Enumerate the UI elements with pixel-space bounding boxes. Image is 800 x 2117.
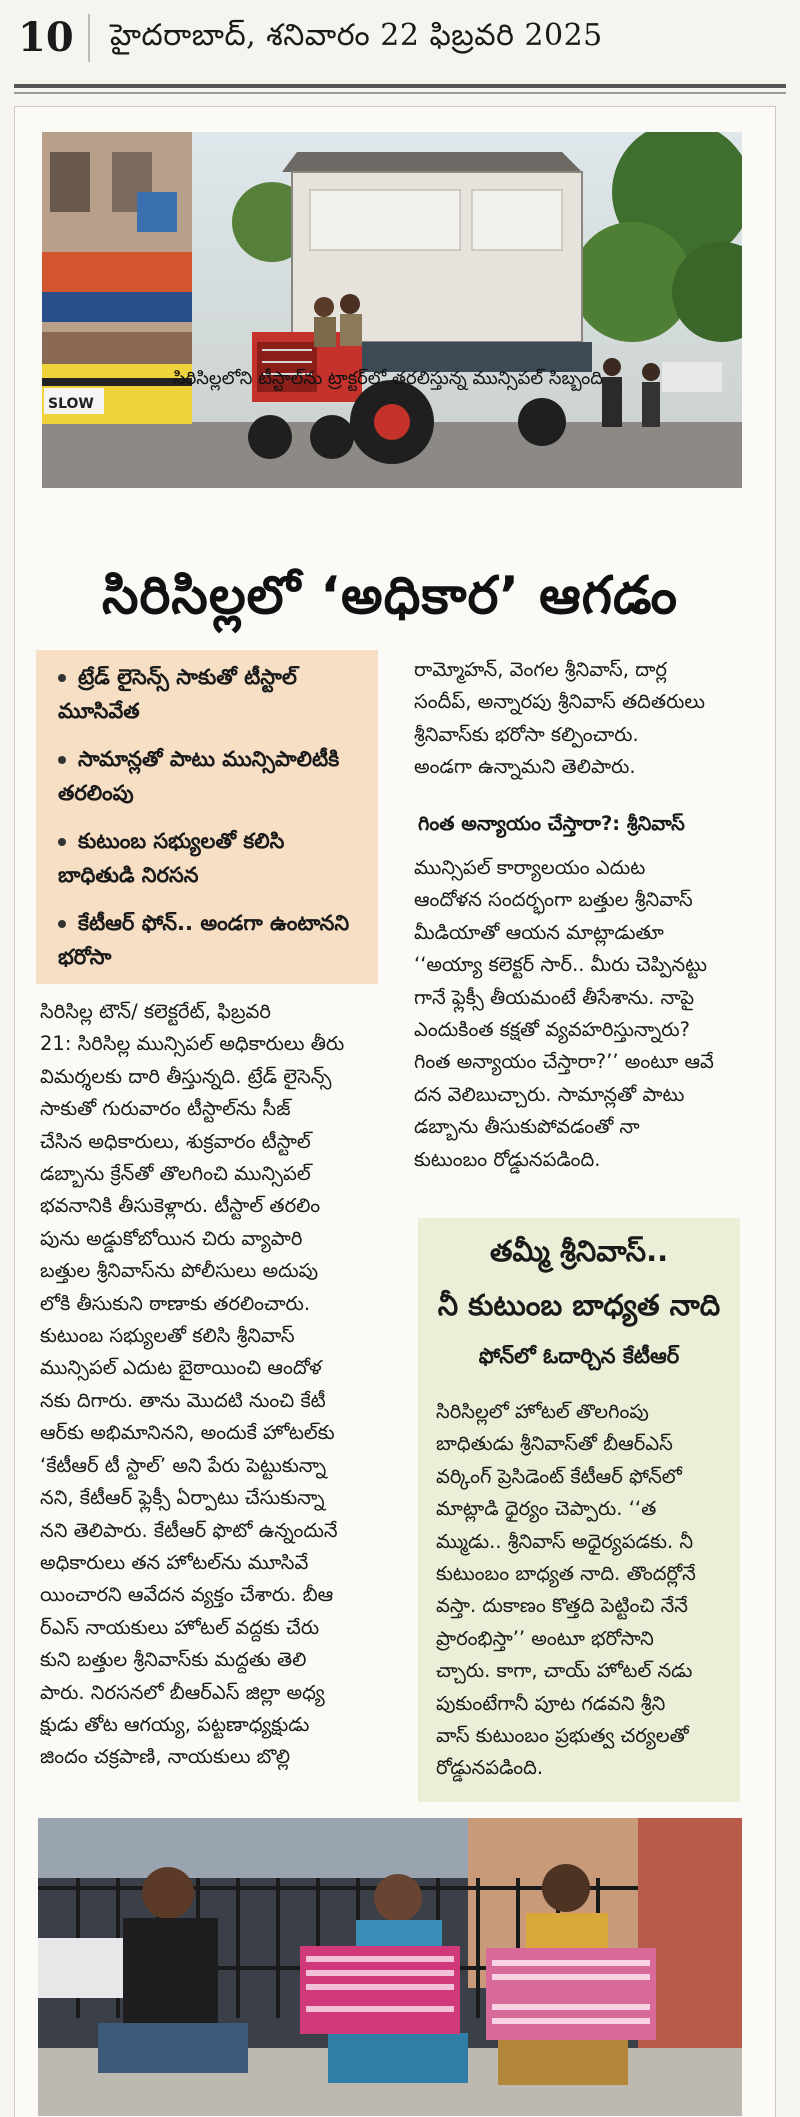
text-line: విమర్శలకు దారి తీస్తున్నది. ట్రేడ్ లైసెన్స్ (40, 1064, 332, 1088)
dateline: హైదరాబాద్, శనివారం 22 ఫిబ్రవరి 2025 (110, 18, 603, 53)
text-line: గింత అన్యాయం చేస్తారా?’’ అంటూ ఆవే (414, 1050, 714, 1074)
text-line: భవనానికి తీసుకెళ్లారు. టీస్టాల్ తరలిం (40, 1194, 321, 1218)
body-column-right-mid (414, 852, 744, 1176)
header-rule-thin (14, 92, 786, 94)
bullet-icon (58, 920, 66, 928)
text-line: దన వెలిబుచ్చారు. సామాన్లతో పాటు (414, 1082, 685, 1106)
text-line: మాట్లాడి ధైర్యం చెప్పారు. ‘‘త (436, 1497, 657, 1521)
header-rule (14, 84, 786, 88)
slow-sign: SLOW (48, 396, 94, 412)
text-line: ‘కేటీఆర్ టీ స్టాల్’ అని పేరు పెట్టుకున్నా (40, 1453, 327, 1477)
text-line: ఎందుకింత కక్షతో వ్యవహరిస్తున్నారు? (414, 1018, 690, 1042)
text-line: శ్రీనివాస్‌కు భరోసా కల్పించారు. (414, 722, 639, 746)
text-line: ర్‌ఎస్ నాయకులు హోటల్ వద్దకు చేరు (40, 1615, 320, 1639)
photo-caption: సిరిసిల్లలోని టీస్టాల్‌ను ట్రాక్టర్‌లో తరలిస్తున్న మున్సిపల్ సిబ్బంది (172, 368, 604, 389)
text-line: ఆందోళన సందర్భంగా బత్తుల శ్రీనివాస్ (414, 888, 693, 912)
text-line: క్షుడు తోట ఆగయ్య, పట్టణాధ్యక్షుడు (40, 1712, 310, 1736)
text-line: 21: సిరిసిల్ల మున్సిపల్ అధికారులు తీరు (40, 1032, 345, 1056)
subhead: గింత అన్యాయం చేస్తారా?: శ్రీనివాస్ (418, 812, 685, 835)
text-line: సందీప్, అన్నారపు శ్రీనివాస్ తదితరులు (414, 690, 705, 714)
text-line: నని, కేటీఆర్ ఫ్లెక్సీ ఏర్పాటు చేసుకున్నా (40, 1486, 325, 1510)
text-line: రోడ్డునపడింది. (436, 1756, 544, 1780)
highlights-box (36, 650, 378, 984)
text-line: మున్సిపల్ ఎదుట బైఠాయించి ఆందోళ (40, 1356, 322, 1380)
header-divider (88, 14, 90, 62)
highlight-item: ట్రేడ్ లైసెన్స్ సాకుతో టీస్టాల్ మూసివేత (58, 665, 297, 723)
page-header (0, 0, 800, 100)
body-column-left (40, 996, 380, 1774)
text-line: పుకుంటేగానీ పూట గడవని శ్రీని (436, 1691, 666, 1715)
bullet-icon (58, 674, 66, 682)
text-line: డబ్బాను తీసుకుపోవడంతో నా (414, 1115, 640, 1139)
text-line: బత్తుల శ్రీనివాస్‌ను పోలీసులు అదుపు (40, 1259, 319, 1283)
text-line: వర్కింగ్ ప్రెసిడెంట్ కేటీఆర్ ఫోన్‌లో (436, 1464, 682, 1488)
box-body (436, 1396, 728, 1785)
text-line: సిరిసిల్లలో హోటల్ తొలగింపు (436, 1400, 649, 1423)
text-line: నకు దిగారు. తాను మొదటి నుంచి కేటీ (40, 1388, 326, 1412)
text-line: సిరిసిల్ల టౌన్/ కలెక్టరేట్, ఫిబ్రవరి (40, 1000, 271, 1023)
text-line: చేసిన అధికారులు, శుక్రవారం టీస్టాల్ (40, 1129, 311, 1153)
text-line: కుటుంబ సభ్యులతో కలిసి శ్రీనివాస్ (40, 1324, 295, 1348)
text-line: పును అడ్డుకోబోయిన చిరు వ్యాపారి (40, 1226, 303, 1250)
text-line: కుని బత్తుల శ్రీనివాస్‌కు మద్దతు తెలి (40, 1648, 307, 1672)
box-title-3: ఫోన్‌లో ఓదార్చిన కేటీఆర్ (478, 1344, 680, 1368)
text-line: మీడియాతో ఆయన మాట్లాడుతూ (414, 920, 664, 944)
highlight-item: సామాన్లతో పాటు మున్సిపాలిటీకి తరలింపు (58, 747, 340, 805)
text-line: కుటుంబం బాధ్యత నాది. తొందర్లోనే (436, 1562, 696, 1586)
headline: సిరిసిల్లలో ‘అధికార’ ఆగడం (101, 566, 679, 626)
text-line: గానే ఫ్లెక్సీ తీయమంటే తీసేశాను. నాపై (414, 985, 695, 1009)
text-line: యించారని ఆవేదన వ్యక్తం చేశారు. బీఆ (40, 1583, 334, 1607)
box-title-1: తమ్మీ శ్రీనివాస్.. (489, 1234, 669, 1268)
text-line: మ్ముడు.. శ్రీనివాస్ అధైర్యపడకు. నీ (436, 1529, 694, 1553)
bullet-icon (58, 838, 66, 846)
page-number: 10 (18, 14, 74, 61)
text-line: చ్చారు. కాగా, చాయ్ హోటల్ నడు (436, 1659, 693, 1683)
text-line: ఆర్‌కు అభిమానినని, అందుకే హోటల్‌కు (40, 1421, 335, 1445)
text-line: మున్సిపల్ కార్యాలయం ఎదుట (414, 856, 646, 879)
highlight-item: కేటీఆర్ ఫోన్.. అండగా ఉంటానని భరోసా (58, 911, 350, 969)
protest-photo (38, 1818, 742, 2116)
text-line: రామ్మోహన్, వెంగల శ్రీనివాస్, దార్ల (414, 658, 667, 681)
text-line: డబ్బాను క్రేన్‌తో తొలగించి మున్సిపల్ (40, 1162, 311, 1186)
text-line: నని తెలిపారు. కేటీఆర్ ఫొటో ఉన్నందునే (40, 1518, 338, 1542)
text-line: బాధితుడు శ్రీనివాస్‌తో బీఆర్‌ఎస్ (436, 1432, 673, 1456)
text-line: వాస్ కుటుంబం ప్రభుత్వ చర్యలతో (436, 1724, 689, 1748)
text-line: పారు. నిరసనలో బీఆర్‌ఎస్ జిల్లా అధ్య (40, 1680, 325, 1704)
text-line: జిందం చక్రపాణి, నాయకులు బొల్లి (40, 1745, 291, 1769)
text-line: వస్తా. దుకాణం కొత్తది పెట్టించి నేనే (436, 1594, 688, 1618)
body-column-right-top (414, 654, 744, 784)
text-line: కుటుంబం రోడ్డునపడింది. (414, 1147, 601, 1171)
bullet-icon (58, 756, 66, 764)
side-box (418, 1218, 740, 1802)
highlight-item: కుటుంబ సభ్యులతో కలిసి బాధితుడి నిరసన (58, 829, 285, 887)
box-title-2: నీ కుటుంబ బాధ్యత నాది (437, 1288, 721, 1322)
text-line: సాకుతో గురువారం టీస్టాల్‌ను సీజ్ (40, 1097, 291, 1121)
text-line: ప్రారంభిస్తా’’ అంటూ భరోసాని (436, 1626, 654, 1650)
text-line: అధికారులు తన హోటల్‌ను మూసివే (40, 1550, 309, 1574)
text-line: లోకి తీసుకుని ఠాణాకు తరలించారు. (40, 1291, 311, 1315)
text-line: ‘‘అయ్యా కలెక్టర్ సార్.. మీరు చెప్పినట్టు (414, 953, 708, 977)
text-line: అండగా ఉన్నామని తెలిపారు. (414, 755, 636, 779)
tractor-photo (42, 132, 742, 488)
